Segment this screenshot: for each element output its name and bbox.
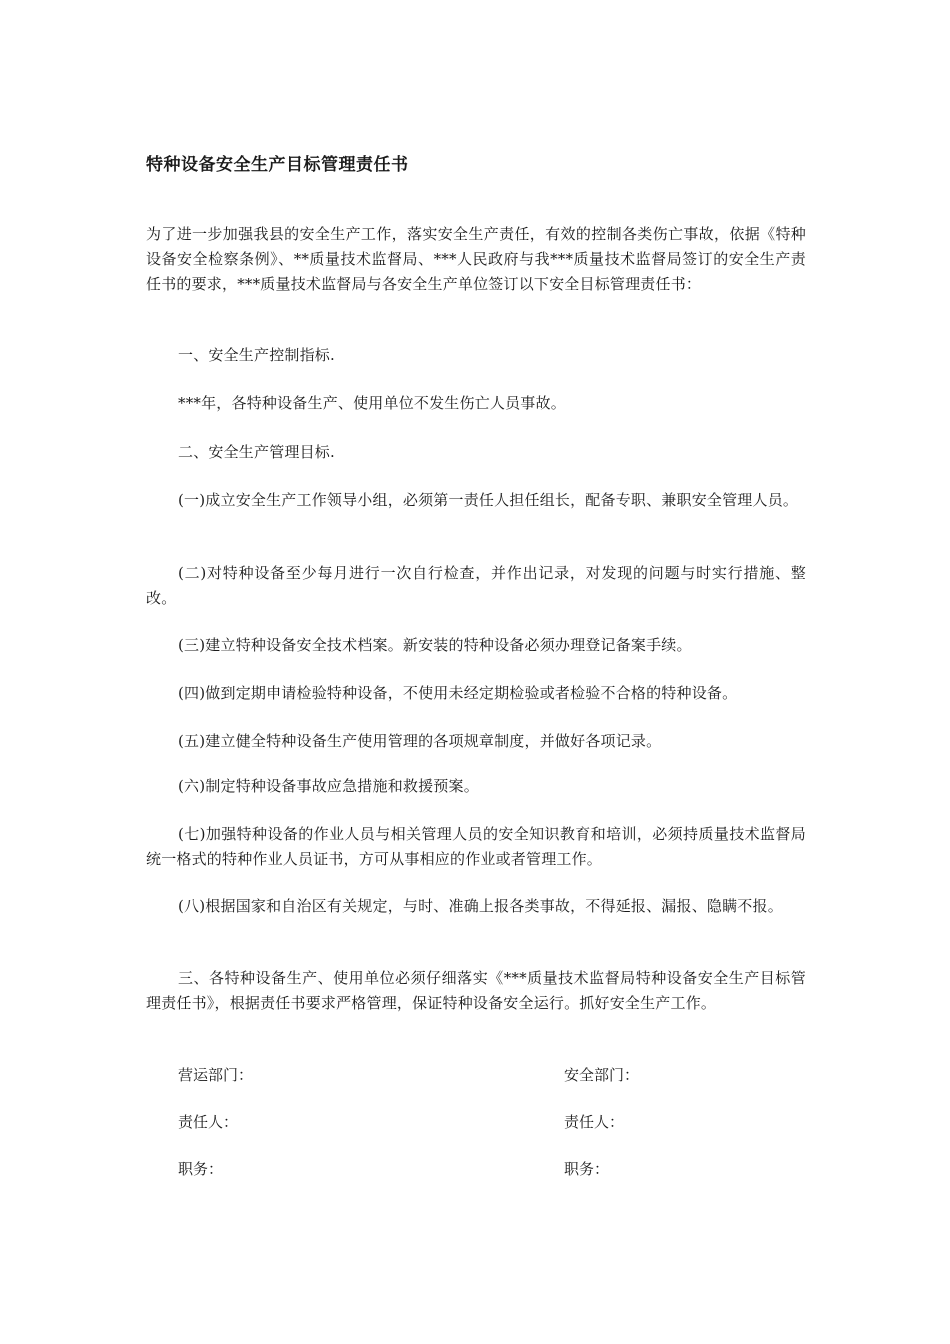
right-responsible-person-label: 责任人：	[564, 1113, 625, 1131]
list-item-7: (七)加强特种设备的作业人员与相关管理人员的安全知识教育和培训，必须持质量技术监督局统一格式的特种作业人员证书，方可从事相应的作业或者管理工作。	[146, 825, 806, 868]
right-position-label: 职务：	[564, 1160, 610, 1178]
list-item-3: (三)建立特种设备安全技术档案。新安装的特种设备必须办理登记备案手续。	[178, 636, 692, 654]
section3-paragraph: 三、各特种设备生产、使用单位必须仔细落实《***质量技术监督局特种设备安全生产目标管理责任书》，根据责任书要求严格管理，保证特种设备安全运行。抓好安全生产工作。	[146, 969, 806, 1012]
list-item-4: (四)做到定期申请检验特种设备，不使用未经定期检验或者检验不合格的特种设备。	[178, 684, 738, 702]
intro-paragraph: 为了进一步加强我县的安全生产工作，落实安全生产责任，有效的控制各类伤亡事故，依据《特种设备安全检察条例》、**质量技术监督局、***人民政府与我***质量技术监督局签订的安全生产责任书的要求，***质量技术监督局与各安全生产单位签订以下安全目标管理责任书：	[146, 225, 806, 293]
section2-heading: 二、安全生产管理目标.	[178, 443, 335, 461]
document-title: 特种设备安全生产目标管理责任书	[146, 155, 409, 175]
list-item-5: (五)建立健全特种设备生产使用管理的各项规章制度，并做好各项记录。	[178, 732, 662, 750]
section1-text: ***年，各特种设备生产、使用单位不发生伤亡人员事故。	[178, 394, 566, 412]
list-item-6: (六)制定特种设备事故应急措施和救援预案。	[178, 777, 479, 795]
section1-heading: 一、安全生产控制指标.	[178, 346, 335, 364]
left-responsible-person-label: 责任人：	[178, 1113, 239, 1131]
list-item-1: (一)成立安全生产工作领导小组，必须第一责任人担任组长，配备专职、兼职安全管理人员。	[178, 491, 799, 509]
left-position-label: 职务：	[178, 1160, 224, 1178]
list-item-8: (八)根据国家和自治区有关规定，与时、准确上报各类事故，不得延报、漏报、隐瞒不报。	[178, 897, 783, 915]
list-item-2: (二)对特种设备至少每月进行一次自行检查，并作出记录，对发现的问题与时实行措施、整改。	[146, 564, 806, 607]
safety-department-label: 安全部门：	[564, 1066, 640, 1084]
operations-department-label: 营运部门：	[178, 1066, 254, 1084]
